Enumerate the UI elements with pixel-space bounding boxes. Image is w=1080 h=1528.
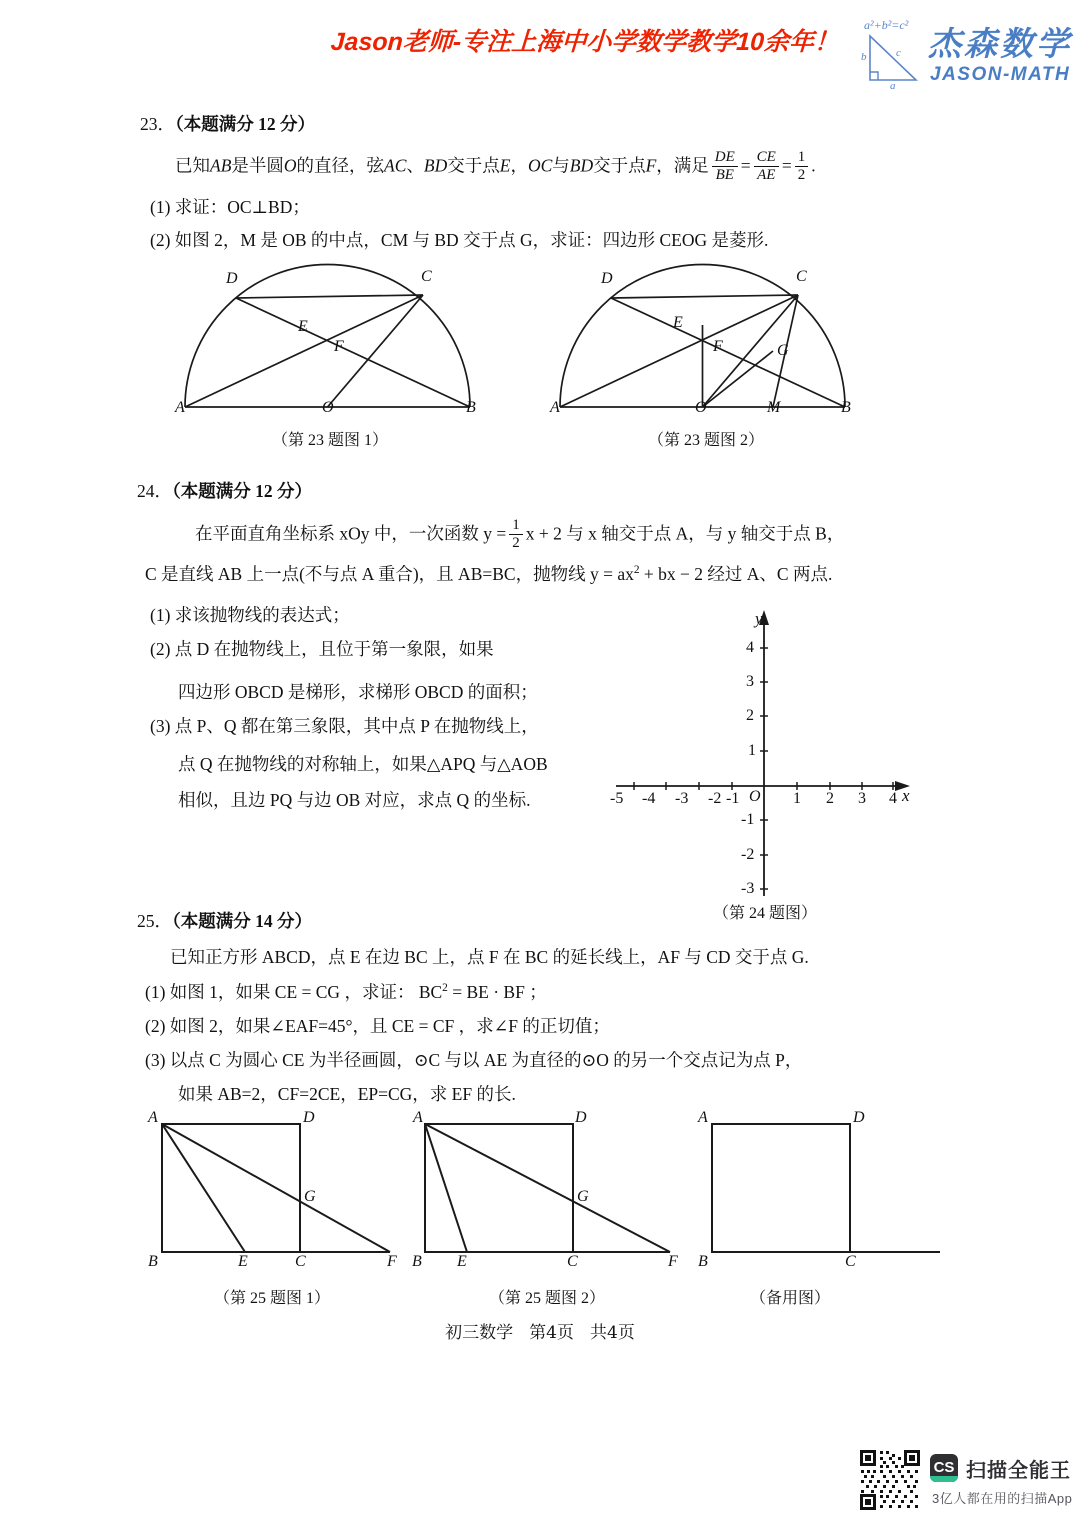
q23-stem-t6: 与	[552, 155, 570, 176]
q23-stem-bd: BD	[423, 155, 448, 176]
q23f2-label-O: O	[695, 399, 707, 416]
q23-item-1: (1) 求证：OC⊥BD；	[150, 197, 310, 217]
q23f1-label-D: D	[226, 270, 238, 287]
q23f1-label-B: B	[466, 399, 476, 416]
logo-english-name: JASON-MATH	[930, 64, 1071, 85]
q23f1-label-E: E	[298, 318, 308, 335]
q23-fraction-ce-ae: $\frac{CE}{AE}$	[754, 149, 779, 184]
q25-figure-2	[412, 1109, 685, 1270]
q25f1-label-A: A	[148, 1109, 158, 1126]
q25f3-label-A: A	[698, 1109, 708, 1126]
q24-stem-line-1	[195, 518, 844, 553]
q23-stem-o: O	[283, 155, 297, 176]
q23-heading	[140, 111, 315, 136]
q23-stem-t4: 交于点	[447, 155, 500, 176]
q24-stem-b: x + 2 与 x 轴交于点 A，与 y 轴交于点 B，	[525, 523, 845, 544]
svg-text:c: c	[896, 47, 901, 59]
q24-axis-origin: O	[749, 788, 761, 805]
q23-stem-ab: AB	[210, 155, 232, 176]
svg-text:b: b	[861, 51, 867, 63]
q23-stem-period: .	[811, 155, 816, 176]
q23-stem-f: F	[645, 155, 657, 176]
q24-xtick-3: 3	[858, 790, 866, 807]
camscanner-subtitle: 3亿人都在用的扫描App	[932, 1491, 1073, 1506]
q25-item-3-line-2: 如果 AB=2，CF=2CE，EP=CG，求 EF 的长.	[178, 1084, 516, 1104]
q24-xtick--4: -4	[642, 790, 656, 807]
q24-item-3-line-1: (3) 点 P、Q 都在第三象限，其中点 P 在抛物线上，	[150, 716, 539, 736]
q25-figure-2-caption: （第 25 题图 2）	[488, 1290, 605, 1307]
q23-stem-t2: 是半圆	[231, 155, 284, 176]
q23f2-label-M: M	[767, 399, 781, 416]
q24-ytick--3: -3	[741, 880, 755, 897]
q25f1-label-F: F	[387, 1253, 397, 1270]
q23-stem-t8: ，满足	[656, 155, 709, 176]
camscanner-watermark	[858, 1448, 1073, 1520]
q24-xtick-2: 2	[826, 790, 834, 807]
q23f2-label-C: C	[796, 268, 807, 285]
q24-item-2-line-1: (2) 点 D 在抛物线上，且位于第一象限，如果	[150, 639, 494, 659]
footer-subject: 初三数学	[445, 1323, 514, 1343]
q24-number: 24．	[137, 481, 172, 501]
q24-figure-axes	[612, 608, 922, 898]
q25f2-label-F: F	[668, 1253, 678, 1270]
q23-stem-t3: 的直径，弦	[296, 155, 385, 176]
q23f1-label-O: O	[322, 399, 334, 416]
q24-ytick--2: -2	[741, 846, 755, 863]
q24-item-3-line-2: 点 Q 在抛物线的对称轴上，如果△APQ 与△AOB	[178, 754, 548, 774]
logo-chinese-name: 杰森数学	[928, 24, 1072, 63]
q23-stem-oc: OC	[527, 155, 553, 176]
q24-stem-line2-b: + bx − 2 经过 A、C 两点.	[639, 564, 833, 584]
page-header	[0, 0, 1080, 100]
q25-item-1	[145, 978, 547, 1006]
q24-ytick--1: -1	[741, 811, 755, 828]
q23-stem-ac: AC	[384, 155, 407, 176]
q24-xtick--3: -3	[675, 790, 689, 807]
q24-axis-label-x: x	[902, 786, 910, 805]
q24-stem-a: 在平面直角坐标系 xOy 中，一次函数 y =	[195, 523, 507, 544]
q23-equals-2: =	[781, 155, 792, 176]
q25-item1-pow: 2	[442, 982, 448, 995]
q24-xtick--2: -2	[708, 790, 722, 807]
q25-heading	[137, 908, 312, 933]
q23-fraction-one-half: $\frac{1}{2}$	[795, 149, 809, 184]
q23-stem-sep: 、	[406, 155, 424, 176]
q24-fraction-one-half: $\frac{1}{2}$	[509, 517, 523, 552]
q23f2-label-B: B	[841, 399, 851, 416]
q24-xtick-1: 1	[793, 790, 801, 807]
q23-stem-bd2: BD	[569, 155, 594, 176]
q23-figure-2-caption: （第 23 题图 2）	[647, 432, 764, 449]
q23f1-label-A: A	[175, 399, 185, 416]
q25f1-label-D: D	[303, 1109, 315, 1126]
q24-item-2-line-2: 四边形 OBCD 是梯形，求梯形 OBCD 的面积；	[178, 682, 538, 702]
q25-score: （本题满分 14 分）	[172, 911, 312, 931]
q25-item-3-line-1: (3) 以点 C 为圆心 CE 为半径画圆，⊙C 与以 AE 为直径的⊙O 的另一个交点记为点 P，	[145, 1050, 803, 1070]
footer-total: 共4页	[590, 1323, 635, 1343]
q23f1-label-C: C	[421, 268, 432, 285]
q23-stem-e: E	[499, 155, 511, 176]
q25f3-label-B: B	[698, 1253, 708, 1270]
right-triangle-icon	[860, 28, 924, 90]
q25f3-label-C: C	[845, 1253, 856, 1270]
q23-figure-1	[170, 262, 490, 422]
q25f2-label-E: E	[457, 1253, 467, 1270]
svg-text:a: a	[890, 80, 896, 90]
q23-stem	[175, 150, 816, 185]
q25f2-label-G: G	[577, 1188, 589, 1205]
q25-figure-1	[140, 1109, 410, 1270]
q23f2-label-D: D	[601, 270, 613, 287]
q24-xtick--1: -1	[726, 790, 740, 807]
q23-stem-t5: ，	[510, 155, 528, 176]
q25-figure-spare-caption: （备用图）	[749, 1290, 830, 1307]
q24-heading	[137, 478, 312, 503]
q24-item-3-line-3: 相似，且边 PQ 与边 OB 对应，求点 Q 的坐标.	[178, 790, 531, 810]
q24-xtick-4: 4	[889, 790, 897, 807]
q24-ytick-2: 2	[746, 707, 754, 724]
q24-ytick-1: 1	[748, 742, 756, 759]
q23-stem-t1: 已知	[175, 155, 210, 176]
q25-figure-1-caption: （第 25 题图 1）	[213, 1290, 330, 1307]
q23-fraction-de-be: $\frac{DE}{BE}$	[712, 149, 738, 184]
q25f1-label-E: E	[238, 1253, 248, 1270]
q24-stem-line2-pow: 2	[633, 564, 640, 577]
logo-formula-text: a²+b²=c²	[864, 18, 909, 32]
q25-item-2: (2) 如图 2，如果∠EAF=45°，且 CE = CF ，求∠F 的正切值；	[145, 1016, 610, 1036]
q25f2-label-C: C	[567, 1253, 578, 1270]
q23-equals-1: =	[740, 155, 751, 176]
q25-figure-spare	[690, 1109, 960, 1270]
q25-item1-b: = BE · BF ；	[447, 982, 547, 1002]
q23-figure-1-caption: （第 23 题图 1）	[271, 432, 388, 449]
qr-code-icon	[858, 1448, 922, 1512]
q23f2-label-E: E	[673, 314, 683, 331]
q24-axis-label-y: y	[755, 609, 763, 628]
q24-ytick-3: 3	[746, 673, 754, 690]
promo-banner-text: Jason老师-专注上海中小学数学教学10余年！	[329, 28, 840, 56]
camscanner-title: 扫描全能王	[966, 1460, 1071, 1482]
q23-stem-t7: 交于点	[593, 155, 646, 176]
q25-number: 25．	[137, 911, 172, 931]
q25f1-label-C: C	[295, 1253, 306, 1270]
q24-xtick--5: -5	[610, 790, 624, 807]
q23-figure-2	[545, 262, 865, 422]
jason-math-logo	[860, 14, 1075, 92]
q23f2-label-A: A	[550, 399, 560, 416]
page-footer	[0, 1318, 1080, 1343]
q23-item-2: (2) 如图 2，M 是 OB 的中点，CM 与 BD 交于点 G，求证：四边形 CEOG 是菱形.	[150, 230, 769, 250]
q25f3-label-D: D	[853, 1109, 865, 1126]
q24-figure-caption: （第 24 题图）	[712, 905, 817, 922]
q25f2-label-D: D	[575, 1109, 587, 1126]
q24-score: （本题满分 12 分）	[172, 481, 312, 501]
q23f2-label-F: F	[713, 338, 723, 355]
q23f2-label-G: G	[777, 342, 789, 359]
q24-item-1: (1) 求该抛物线的表达式；	[150, 605, 350, 625]
q25f1-label-B: B	[148, 1253, 158, 1270]
q25f2-label-A: A	[413, 1109, 423, 1126]
footer-page: 第4页	[529, 1323, 574, 1343]
q23f1-label-F: F	[334, 338, 344, 355]
camscanner-logo-badge: CS	[930, 1454, 958, 1482]
q23-number: 23．	[140, 114, 175, 134]
q23-score: （本题满分 12 分）	[175, 114, 315, 134]
q24-ytick-4: 4	[746, 639, 754, 656]
q24-stem-line2-a: C 是直线 AB 上一点(不与点 A 重合)，且 AB=BC，抛物线 y = ax	[145, 564, 634, 584]
q25-stem: 已知正方形 ABCD，点 E 在边 BC 上，点 F 在 BC 的延长线上，AF 与 CD 交于点 G.	[170, 947, 809, 967]
q24-stem-line-2	[145, 560, 832, 588]
q25-item1-a: (1) 如图 1，如果 CE = CG ，求证： BC	[145, 982, 443, 1002]
q25f2-label-B: B	[412, 1253, 422, 1270]
q25f1-label-G: G	[304, 1188, 316, 1205]
